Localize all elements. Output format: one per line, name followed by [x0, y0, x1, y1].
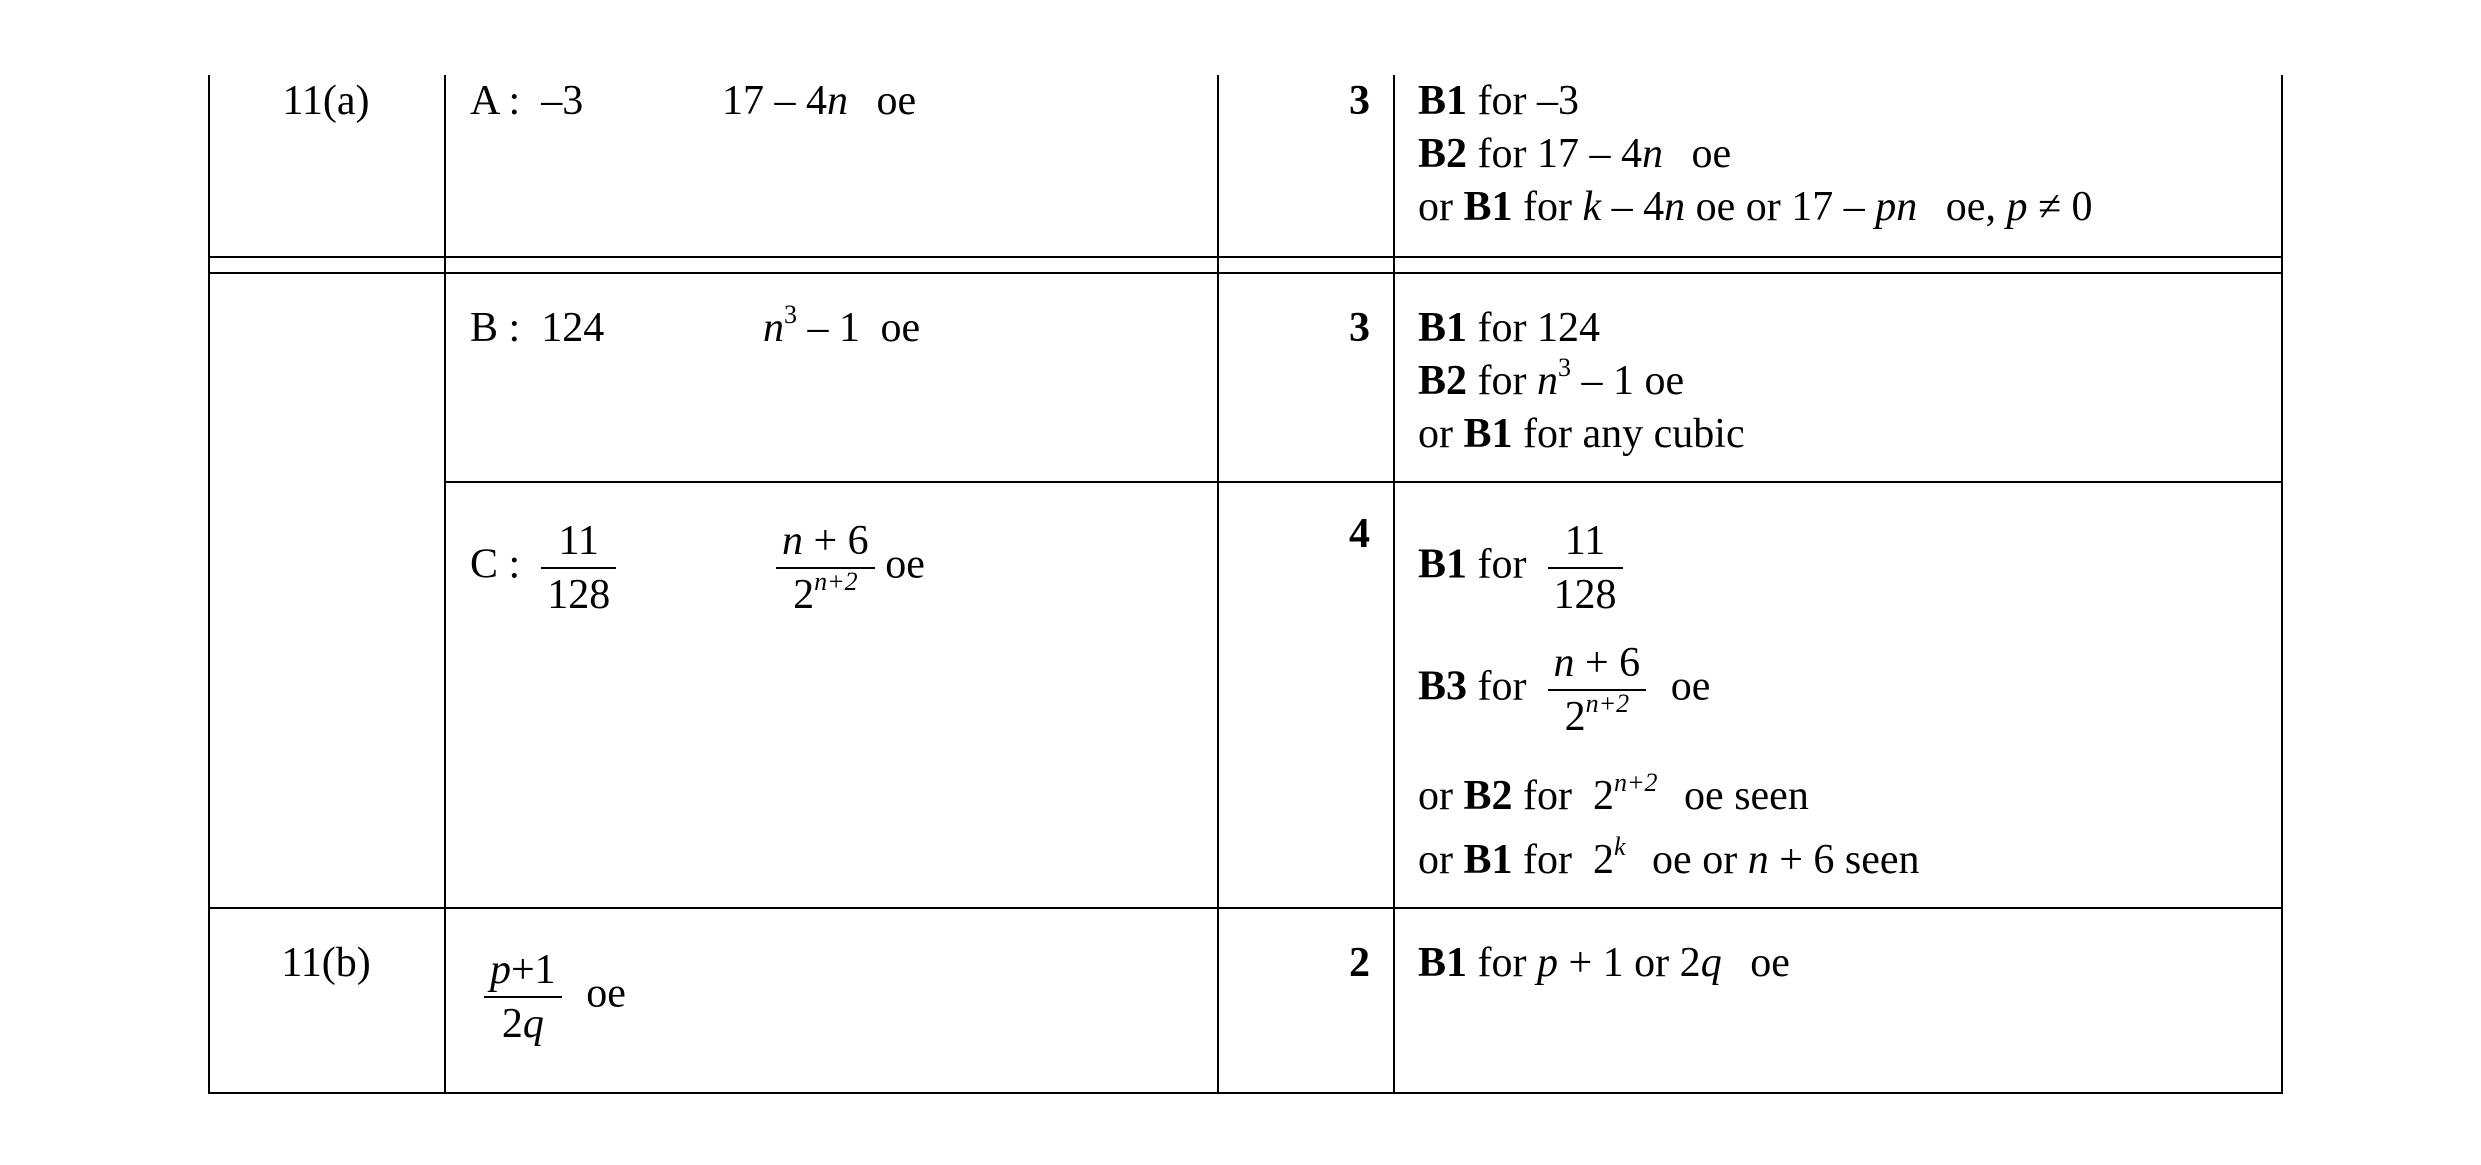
guidance-line: B1 for 124	[1418, 305, 1600, 351]
guidance-line: B1 for $\frac{11}{128}$	[1418, 515, 1623, 621]
row-divider-double-bottom	[208, 272, 2283, 274]
column-divider-marks	[1393, 75, 1395, 1094]
mark-value: 3	[1349, 305, 1370, 351]
answer-label: C	[470, 541, 499, 588]
fraction: $\frac{n + 6}{2^{n+2}}$	[776, 515, 875, 621]
row-divider-b-c	[444, 481, 2283, 483]
answer-label: B	[470, 305, 499, 351]
guidance-line: B1 for p + 1 or 2q oe	[1418, 940, 1790, 986]
guidance-line: or B1 for 2$^k$ oe or n + 6 seen	[1418, 832, 1920, 883]
answer-second: $\frac{n + 6}{2^{n+2}}$ oe	[776, 515, 925, 621]
answer-second: 17 – 4n oe	[722, 78, 917, 124]
table-border-right	[2281, 75, 2283, 1094]
guidance-line: or B2 for $2^{n+2}$ oe seen	[1418, 768, 1809, 819]
fraction: $\frac{p+1}{2q}$	[484, 944, 562, 1050]
answer-label: A	[470, 78, 499, 124]
mark-value: 3	[1349, 78, 1370, 124]
question-number: 11(b)	[281, 940, 371, 986]
column-divider-answer	[1217, 75, 1219, 1094]
guidance-line: or B1 for any cubic	[1418, 411, 1745, 457]
fraction: $\frac{11}{128}$	[1548, 515, 1623, 621]
guidance-line: B2 for $n^3 - 1$ oe	[1418, 353, 1685, 404]
guidance-line: B3 for $\frac{n + 6}{2^{n+2}}$ oe	[1418, 637, 1710, 743]
row-divider-c-11b	[208, 907, 2283, 909]
table-border-bottom	[208, 1092, 2283, 1094]
answer-first: –3	[541, 78, 584, 124]
mark-value: 4	[1349, 511, 1370, 557]
answer-cell: B : 124	[470, 305, 605, 351]
row-divider-double-top	[208, 256, 2283, 258]
answer-cell: C : $\frac{11}{128}$	[470, 515, 616, 621]
column-divider-question	[444, 75, 446, 1094]
guidance-line: B2 for 17 – 4n oe	[1418, 131, 1732, 177]
guidance-line: B1 for –3	[1418, 78, 1579, 124]
answer-cell: $\frac{p+1}{2q}$ oe	[484, 944, 626, 1050]
fraction: $\frac{n + 6}{2^{n+2}}$	[1548, 637, 1647, 743]
answer-first: 124	[541, 305, 605, 351]
answer-second: $n^3 - 1$ oe	[763, 300, 921, 351]
guidance-line: or B1 for k – 4n oe or 17 – pn oe, p ≠ 0	[1418, 184, 2093, 230]
question-number: 11(a)	[282, 78, 370, 124]
answer-cell: A : –3	[470, 78, 584, 124]
fraction: $\frac{11}{128}$	[541, 515, 616, 621]
mark-value: 2	[1349, 940, 1370, 986]
